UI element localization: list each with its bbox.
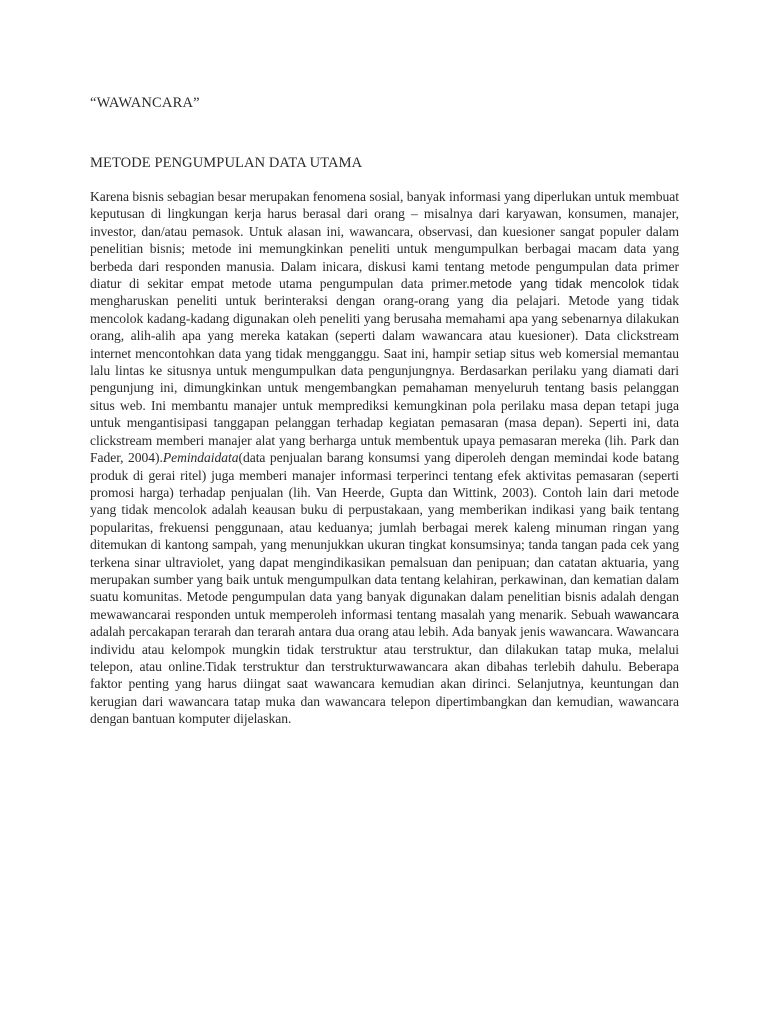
document-title: “WAWANCARA” [90,95,200,111]
paragraph-text-2: tidak mengharuskan peneliti untuk berinteraksi dengan orang-orang yang dia pelajari. Metode yang tidak mencolok kadang-kadang digunakan oleh peneliti yang berusaha memahami apa yang sebenarnya dilakukan orang, alih-alih apa yang mereka katakan (seperti dalam wawancara atau kuesioner). Data clickstream internet mencontohkan data yang tidak mengganggu. Saat ini, hampir setiap situs web komersial memantau lalu lintas ke situsnya untuk mengumpulkan data pengunjungnya. Berdasarkan perilaku yang diamati dari pengunjung ini, dimungkinkan untuk mengembangkan pemahaman menyeluruh tentang basis pelanggan situs web. Ini membantu manajer untuk memprediksi kemungkinan pola perilaku masa depan tetapi juga untuk mengantisipasi tanggapan pelanggan terhadap kegiatan pemasaran (masa depan). Seperti ini, data clickstream memberi manajer alat yang berharga untuk membentuk upaya pemasaran mereka (lih. Park dan Fader, 2004). [90,276,679,466]
paragraph-term-unobtrusive: metode yang tidak mencolok [469,276,645,292]
document-page [90,94,679,728]
body-paragraph [90,188,679,728]
section-heading: METODE PENGUMPULAN DATA UTAMA [90,155,363,171]
paragraph-text-3: (data penjualan barang konsumsi yang diperoleh dengan memindai kode batang produk di gerai ritel) juga memberi manajer informasi terperinci tentang efek aktivitas pemasaran (seperti promosi harga) terhadap penjualan (lih. Van Heerde, Gupta dan Wittink, 2003). Contoh lain dari metode yang tidak mencolok adalah keausan buku di perpustakaan, yang memberikan indikasi yang baik tentang popularitas, frekuensi penggunaan, atau keduanya; jumlah berbagai merek kaleng minuman ringan yang ditemukan di kantong sampah, yang menunjukkan ukuran tingkat konsumsinya; tanda tangan pada cek yang terkena sinar ultraviolet, yang dapat mengindikasikan pemalsuan dan penipuan; dan catatan aktuaria, yang merupakan sumber yang baik untuk mengumpulkan data tentang kelahiran, perkawinan, dan kematian dalam suatu komunitas. Metode pengumpulan data yang banyak digunakan dalam penelitian bisnis adalah dengan mewawancarai responden untuk memperoleh informasi tentang masalah yang menarik. Sebuah [90,450,679,622]
paragraph-term-interview: wawancara [614,606,679,622]
paragraph-text-1: Karena bisnis sebagian besar merupakan fenomena sosial, banyak informasi yang diperlukan untuk membuat keputusan di lingkungan kerja harus berasal dari orang – misalnya dari karyawan, konsumen, manajer, investor, dan/atau pemasok. Untuk alasan ini, wawancara, observasi, dan kuesioner sangat populer dalam penelitian bisnis; metode ini memungkinkan peneliti untuk mengumpulkan berbagai macam data yang berbeda dari responden manusia. Dalam inicara, diskusi kami tentang metode pengumpulan data primer diatur di sekitar empat metode utama pengumpulan data primer. [90,189,679,292]
paragraph-text-4: adalah percakapan terarah dan terarah antara dua orang atau lebih. Ada banyak jenis wawancara. Wawancara individu atau kelompok mungkin tidak terstruktur atau terstruktur, dan dilakukan tatap muka, melalui telepon, atau online.Tidak terstruktur dan terstrukturwawancara akan dibahas terlebih dahulu. Beberapa faktor penting yang harus diingat saat wawancara kemudian akan dirinci. Selanjutnya, keuntungan dan kerugian dari wawancara tatap muka dan wawancara telepon dipertimbangkan dan kemudian, wawancara dengan bantuan komputer dijelaskan. [90,624,679,727]
paragraph-term-scanner-data: Pemindaidata [162,450,239,466]
